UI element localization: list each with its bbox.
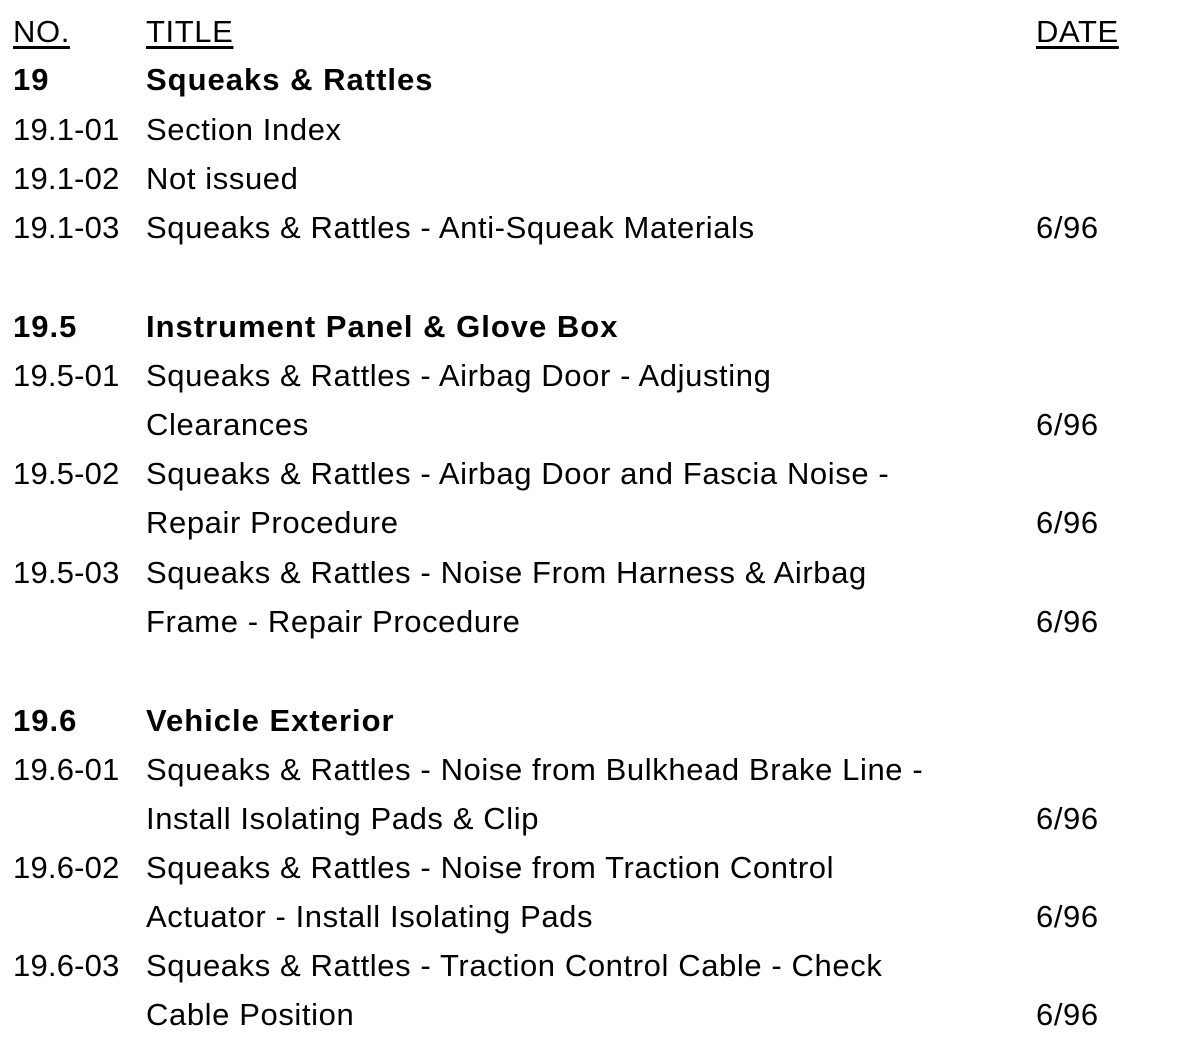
entry-date: 6/96 — [1036, 899, 1099, 934]
entry-date: 6/96 — [1036, 505, 1099, 540]
entry-continuation-19-6-02 — [0, 897, 1200, 937]
entry-number: 19.6-02 — [13, 850, 120, 885]
entry-number: 19.1-03 — [13, 210, 120, 245]
entry-title-line-2: Actuator - Install Isolating Pads — [146, 899, 594, 934]
entry-number: 19.6-01 — [13, 752, 120, 787]
entry-row-19-5-03 — [0, 553, 1200, 593]
date-column-header: DATE — [1036, 14, 1119, 49]
entry-number: 19.6-03 — [13, 948, 120, 983]
title-column-header: TITLE — [146, 14, 234, 49]
entry-date: 6/96 — [1036, 210, 1099, 245]
entry-continuation-19-6-03 — [0, 995, 1200, 1035]
entry-row-19-5-01 — [0, 356, 1200, 396]
entry-date: 6/96 — [1036, 407, 1099, 442]
entry-title: Not issued — [146, 161, 299, 196]
entry-row-19-6-03 — [0, 946, 1200, 986]
entry-row-19-6-02 — [0, 848, 1200, 888]
entry-row-19-1-03 — [0, 208, 1200, 248]
entry-title-line-2: Install Isolating Pads & Clip — [146, 801, 540, 836]
entry-title-line-1: Squeaks & Rattles - Noise from Traction Control — [146, 850, 835, 885]
entry-continuation-19-5-03 — [0, 602, 1200, 642]
entry-row-19-1-02 — [0, 159, 1200, 199]
entry-continuation-19-6-01 — [0, 799, 1200, 839]
entry-row-19-5-02 — [0, 454, 1200, 494]
entry-number: 19.5-03 — [13, 555, 120, 590]
entry-title-line-2: Repair Procedure — [146, 505, 399, 540]
entry-title-line-2: Clearances — [146, 407, 309, 442]
column-header-row — [0, 12, 1200, 52]
entry-number: 19.5-02 — [13, 456, 120, 491]
entry-title-line-2: Frame - Repair Procedure — [146, 604, 521, 639]
entry-title: Squeaks & Rattles - Anti-Squeak Materials — [146, 210, 755, 245]
entry-continuation-19-5-01 — [0, 405, 1200, 445]
section-heading-19-5 — [0, 307, 1200, 347]
no-column-header: NO. — [13, 14, 70, 49]
entry-title-line-1: Squeaks & Rattles - Noise from Bulkhead Brake Line - — [146, 752, 924, 787]
entry-row-19-1-01 — [0, 110, 1200, 150]
section-heading-19-6 — [0, 701, 1200, 741]
entry-date: 6/96 — [1036, 997, 1099, 1032]
section-number: 19.5 — [13, 309, 78, 344]
section-title: Instrument Panel & Glove Box — [146, 309, 619, 344]
section-number: 19 — [13, 62, 50, 97]
entry-date: 6/96 — [1036, 801, 1099, 836]
entry-date: 6/96 — [1036, 604, 1099, 639]
entry-title: Section Index — [146, 112, 342, 147]
entry-title-line-1: Squeaks & Rattles - Noise From Harness & Airbag — [146, 555, 867, 590]
section-number: 19.6 — [13, 703, 78, 738]
entry-row-19-6-01 — [0, 750, 1200, 790]
entry-number: 19.5-01 — [13, 358, 120, 393]
entry-number: 19.1-02 — [13, 161, 120, 196]
entry-continuation-19-5-02 — [0, 503, 1200, 543]
entry-number: 19.1-01 — [13, 112, 120, 147]
entry-title-line-2: Cable Position — [146, 997, 355, 1032]
section-heading-19 — [0, 60, 1200, 100]
section-title: Squeaks & Rattles — [146, 62, 434, 97]
entry-title-line-1: Squeaks & Rattles - Airbag Door and Fascia Noise - — [146, 456, 890, 491]
section-title: Vehicle Exterior — [146, 703, 395, 738]
entry-title-line-1: Squeaks & Rattles - Traction Control Cable - Check — [146, 948, 883, 983]
entry-title-line-1: Squeaks & Rattles - Airbag Door - Adjusting — [146, 358, 772, 393]
